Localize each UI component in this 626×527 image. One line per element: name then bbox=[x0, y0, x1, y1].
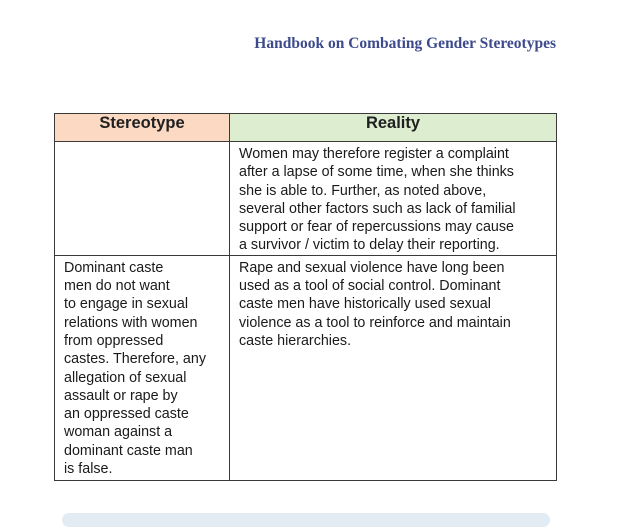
column-header-reality: Reality bbox=[230, 114, 557, 142]
text-line: is false. bbox=[64, 461, 113, 478]
text-line: assault or rape by bbox=[64, 387, 178, 404]
table-row bbox=[55, 142, 557, 256]
text-line: from oppressed bbox=[64, 332, 164, 349]
text-line: castes. Therefore, any bbox=[64, 351, 206, 368]
column-header-stereotype: Stereotype bbox=[55, 114, 230, 142]
stereotype-cell bbox=[55, 255, 230, 480]
table-row bbox=[55, 255, 557, 480]
text-line: allegation of sexual bbox=[64, 369, 187, 386]
text-line: an oppressed caste bbox=[64, 406, 189, 423]
reality-cell bbox=[230, 255, 557, 480]
text-line: several other factors such as lack of familial bbox=[239, 200, 516, 217]
text-line: after a lapse of some time, when she thinks bbox=[239, 164, 514, 181]
text-line: a survivor / victim to delay their reporting. bbox=[239, 237, 500, 254]
text-line: dominant caste man bbox=[64, 442, 193, 459]
running-header: Handbook on Combating Gender Stereotypes bbox=[254, 35, 556, 52]
text-line: Dominant caste bbox=[64, 259, 164, 276]
next-box-top-edge bbox=[62, 513, 550, 527]
text-line: support or fear of repercussions may cause bbox=[239, 219, 514, 236]
text-line: woman against a bbox=[64, 424, 173, 441]
table-header-row bbox=[55, 114, 557, 142]
stereotype-reality-table bbox=[54, 113, 557, 481]
text-line: relations with women bbox=[64, 314, 198, 331]
text-line: Women may therefore register a complaint bbox=[239, 146, 509, 162]
text-line: men do not want bbox=[64, 278, 170, 295]
reality-cell bbox=[230, 142, 557, 256]
text-line: violence as a tool to reinforce and maintain bbox=[239, 314, 511, 331]
text-line: used as a tool of social control. Dominant bbox=[239, 278, 501, 295]
text-line: caste men have historically used sexual bbox=[239, 296, 491, 313]
text-line: she is able to. Further, as noted above, bbox=[239, 182, 487, 199]
text-line: caste hierarchies. bbox=[239, 332, 352, 349]
text-line: to engage in sexual bbox=[64, 296, 189, 313]
text-line: Rape and sexual violence have long been bbox=[239, 259, 505, 276]
stereotype-cell bbox=[55, 142, 230, 256]
